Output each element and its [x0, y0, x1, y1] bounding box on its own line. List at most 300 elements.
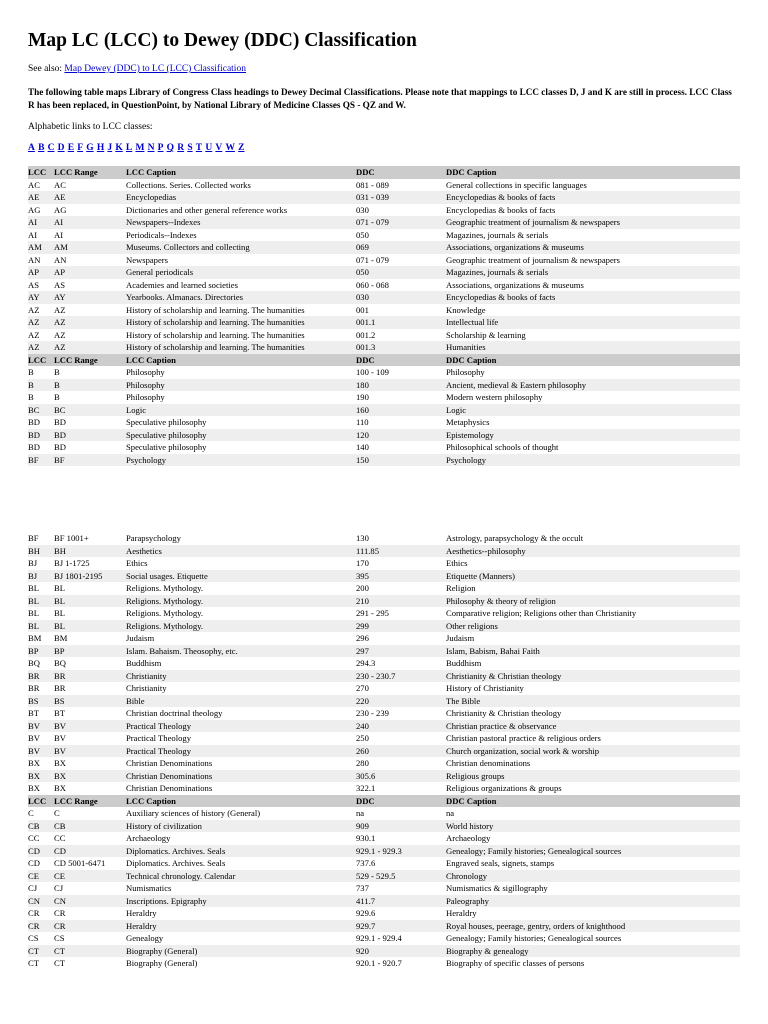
lcc-caption-cell: Christian doctrinal theology [126, 708, 223, 718]
table-row [28, 782, 740, 795]
lcc-range-cell: BL [54, 608, 65, 618]
lcc-cell: C [28, 808, 34, 818]
lcc-caption-cell: Genealogy [126, 933, 164, 943]
lcc-caption-cell: Yearbooks. Almanacs. Directories [126, 291, 356, 304]
alpha-link-b[interactable]: B [38, 143, 45, 153]
lcc-range-cell: BD [54, 442, 66, 452]
ddc-caption-cell: Astrology, parapsychology & the occult [446, 533, 584, 543]
lcc-cell: BF [28, 533, 39, 543]
lcc-cell: BV [28, 733, 40, 743]
lcc-caption-cell: Logic [126, 404, 356, 417]
lcc-range-cell: BV [54, 745, 126, 758]
ddc-cell: 030 [356, 291, 446, 304]
alpha-link-g[interactable]: G [86, 143, 94, 153]
lcc-cell: AG [28, 204, 41, 215]
ddc-cell: 060 - 068 [356, 279, 389, 290]
lcc-cell: B [28, 392, 34, 402]
ddc-caption-cell: Magazines, journals & serials [446, 229, 549, 240]
lcc-cell: CE [28, 870, 54, 883]
ddc-caption-cell: Philosophy & theory of religion [446, 595, 740, 608]
ddc-caption-cell: Engraved seals, signets, stamps [446, 858, 555, 868]
lcc-caption-cell: History of scholarship and learning. The humanities [126, 341, 356, 354]
table-row [28, 707, 740, 720]
ddc-cell: 395 [356, 570, 446, 583]
ddc-caption-cell: Humanities [446, 341, 740, 354]
alpha-link-w[interactable]: W [225, 143, 235, 153]
ddc-caption-cell: Associations, organizations & museums [446, 241, 740, 254]
lcc-caption-cell: Inscriptions. Epigraphy [126, 895, 356, 908]
ddc-cell: 050 [356, 266, 446, 279]
alpha-link-h[interactable]: H [96, 143, 105, 153]
header-lcc-caption: LCC Caption [126, 795, 356, 808]
table-row [28, 595, 740, 608]
lcc-caption-cell: Auxiliary sciences of history (General) [126, 808, 261, 818]
header-ddc: DDC [356, 795, 446, 808]
see-also-label: See also: [28, 64, 63, 74]
ddc-cell: 001.3 [356, 341, 446, 354]
ddc-caption-cell: Christianity & Christian theology [446, 708, 562, 718]
ddc-caption-cell: Genealogy; Family histories; Genealogical sources [446, 933, 622, 943]
lcc-range-cell: BR [54, 683, 66, 693]
table-row [28, 254, 740, 267]
alpha-link-k[interactable]: K [115, 143, 123, 153]
table-header-row [28, 166, 740, 179]
lcc-caption-cell: Heraldry [126, 908, 157, 918]
ddc-caption-cell: na [446, 808, 455, 818]
lcc-range-cell: B [54, 367, 60, 377]
ddc-caption-cell: Chronology [446, 870, 740, 883]
ddc-caption-cell: Christian practice & observance [446, 720, 740, 733]
lcc-range-cell: B [54, 392, 60, 402]
alpha-links-label: Alphabetic links to LCC classes: [28, 122, 153, 132]
lcc-range-cell: BL [54, 595, 126, 608]
lcc-cell: AI [28, 229, 38, 240]
ddc-caption-cell: Etiquette (Manners) [446, 570, 740, 583]
alpha-link-e[interactable]: E [67, 143, 75, 153]
alpha-link-z[interactable]: Z [238, 143, 245, 153]
table-row [28, 391, 740, 404]
table-row [28, 291, 740, 304]
ddc-caption-cell: Numismatics & sigillography [446, 883, 548, 893]
ddc-caption-cell: World history [446, 820, 740, 833]
lcc-range-cell: BX [54, 758, 66, 768]
lcc-cell: BD [28, 417, 40, 427]
ddc-cell: 305.6 [356, 770, 446, 783]
lcc-cell: AZ [28, 329, 40, 340]
lcc-cell: BJ [28, 570, 54, 583]
ddc-cell: 270 [356, 683, 369, 693]
lcc-caption-cell: History of scholarship and learning. The humanities [126, 316, 356, 329]
lcc-range-cell: AZ [54, 329, 66, 340]
lcc-range-cell: CJ [54, 883, 64, 893]
alpha-link-f[interactable]: F [77, 143, 84, 153]
mapping-table-section-1 [28, 166, 740, 466]
ddc-caption-cell: Ancient, medieval & Eastern philosophy [446, 379, 740, 392]
ddc-caption-cell: Judaism [446, 633, 475, 643]
table-row [28, 241, 740, 254]
header-ddc-caption: DDC Caption [446, 795, 740, 808]
alpha-link-t[interactable]: T [195, 143, 203, 153]
lcc-cell: AI [28, 216, 54, 229]
lcc-cell: CD [28, 845, 54, 858]
lcc-range-cell: BL [54, 620, 126, 633]
lcc-cell: BL [28, 595, 54, 608]
mapping-table-section-2 [28, 532, 740, 970]
alpha-link-a[interactable]: A [28, 143, 35, 153]
lcc-caption-cell: Diplomatics. Archives. Seals [126, 858, 226, 868]
lcc-cell: CB [28, 820, 54, 833]
ddc-caption-cell: Paleography [446, 895, 740, 908]
lcc-cell: CN [28, 895, 54, 908]
lcc-caption-cell: History of scholarship and learning. The humanities [126, 304, 305, 315]
lcc-caption-cell: Speculative philosophy [126, 442, 207, 452]
lcc-caption-cell: Philosophy [126, 379, 356, 392]
ddc-caption-cell: Geographic treatment of journalism & newspapers [446, 254, 620, 265]
lcc-caption-cell: Religions. Mythology. [126, 595, 356, 608]
ddc-cell: 031 - 039 [356, 191, 446, 204]
table-row [28, 845, 740, 858]
table-row [28, 441, 740, 454]
lcc-range-cell: BD [54, 429, 126, 442]
lcc-range-cell: CD [54, 845, 126, 858]
alpha-link-m[interactable]: M [135, 143, 145, 153]
ddc-cell: 920.1 - 920.7 [356, 958, 402, 968]
table-row [28, 820, 740, 833]
table-row [28, 454, 740, 467]
lcc-caption-cell: Academies and learned societies [126, 279, 238, 290]
lcc-cell: BL [28, 583, 39, 593]
lcc-caption-cell: Practical Theology [126, 733, 191, 743]
lcc-cell: CD [28, 858, 40, 868]
lcc-range-cell: CD 5001-6471 [54, 858, 106, 868]
table-row [28, 932, 740, 945]
lcc-caption-cell: Speculative philosophy [126, 417, 207, 427]
alpha-link-v[interactable]: V [215, 143, 223, 153]
ddc-cell: 737.6 [356, 858, 376, 868]
table-row [28, 695, 740, 708]
ddc-caption-cell: The Bible [446, 695, 740, 708]
lcc-caption-cell: Collections. Series. Collected works [126, 179, 251, 190]
lcc-cell: BL [28, 620, 54, 633]
table-row [28, 191, 740, 204]
lcc-range-cell: BS [54, 695, 126, 708]
lcc-caption-cell: History of scholarship and learning. The humanities [126, 329, 305, 340]
table-row [28, 745, 740, 758]
lcc-range-cell: BF [54, 454, 126, 467]
ddc-caption-cell: Christian denominations [446, 758, 531, 768]
ddc-cell: 929.1 - 929.3 [356, 845, 446, 858]
ddc-cell: 737 [356, 883, 369, 893]
ddc-cell: 120 [356, 429, 446, 442]
lcc-range-cell: BV [54, 733, 66, 743]
lcc-cell: BX [28, 758, 40, 768]
ddc-cell: 230 - 239 [356, 708, 389, 718]
lcc-range-cell: AZ [54, 341, 126, 354]
alpha-link-r[interactable]: R [177, 143, 185, 153]
ddc-cell: 920 [356, 945, 446, 958]
ddc-cell: 130 [356, 533, 369, 543]
lcc-range-cell: BX [54, 770, 126, 783]
lcc-cell: AZ [28, 316, 54, 329]
lcc-cell: CR [28, 920, 54, 933]
ddc-caption-cell: Metaphysics [446, 417, 490, 427]
lcc-range-cell: B [54, 379, 126, 392]
lcc-range-cell: BJ 1801-2195 [54, 570, 126, 583]
table-row [28, 870, 740, 883]
table-row [28, 945, 740, 958]
ddc-cell: 071 - 079 [356, 254, 389, 265]
ddc-cell: 140 [356, 442, 369, 452]
lcc-caption-cell: Psychology [126, 454, 356, 467]
ddc-caption-cell: Buddhism [446, 658, 482, 668]
header-lcc-range: LCC Range [54, 795, 126, 808]
ddc-cell: 929.6 [356, 908, 376, 918]
ddc-cell: 529 - 529.5 [356, 870, 446, 883]
lcc-cell: BM [28, 633, 42, 643]
ddc-caption-cell: Royal houses, peerage, gentry, orders of knighthood [446, 920, 740, 933]
ddc-caption-cell: Christianity & Christian theology [446, 670, 740, 683]
lcc-range-cell: BQ [54, 658, 66, 668]
lcc-caption-cell: Philosophy [126, 392, 165, 402]
ddc-caption-cell: Philosophy [446, 367, 485, 377]
table-row [28, 957, 740, 970]
table-row [28, 682, 740, 695]
table-row [28, 279, 740, 292]
ddc-cell: 220 [356, 695, 446, 708]
lcc-caption-cell: Practical Theology [126, 720, 356, 733]
table-row [28, 882, 740, 895]
lcc-cell: B [28, 367, 34, 377]
lcc-range-cell: AI [54, 216, 126, 229]
lcc-caption-cell: Buddhism [126, 658, 162, 668]
header-ddc: DDC [356, 354, 446, 367]
ddc-caption-cell: Christian pastoral practice & religious orders [446, 733, 601, 743]
header-lcc-caption: LCC Caption [126, 354, 356, 367]
lcc-range-cell: AZ [54, 316, 126, 329]
lcc-range-cell: CT [54, 958, 65, 968]
table-row [28, 920, 740, 933]
ddc-caption-cell: Church organization, social work & worship [446, 745, 740, 758]
table-row [28, 895, 740, 908]
lcc-cell: AC [28, 179, 40, 190]
table-row [28, 532, 740, 545]
lcc-range-cell: AC [54, 179, 66, 190]
ddc-caption-cell: Logic [446, 404, 740, 417]
lcc-caption-cell: Ethics [126, 558, 148, 568]
lcc-caption-cell: Numismatics [126, 883, 172, 893]
lcc-caption-cell: Archaeology [126, 833, 171, 843]
lcc-cell: BQ [28, 658, 40, 668]
lcc-caption-cell: Christianity [126, 683, 167, 693]
table-row [28, 807, 740, 820]
table-row [28, 379, 740, 392]
ddc-caption-cell: Epistemology [446, 429, 740, 442]
lcc-caption-cell: Museums. Collectors and collecting [126, 241, 356, 254]
lcc-range-cell: CN [54, 895, 126, 908]
lcc-range-cell: AE [54, 191, 126, 204]
lcc-caption-cell: Social usages. Etiquette [126, 570, 356, 583]
alpha-link-c[interactable]: C [47, 143, 55, 153]
ddc-cell: 210 [356, 595, 446, 608]
lcc-cell: CC [28, 833, 40, 843]
alpha-link-l[interactable]: L [125, 143, 133, 153]
ddc-cell: 200 [356, 583, 369, 593]
alpha-link-n[interactable]: N [147, 143, 155, 153]
table-row [28, 204, 740, 217]
table-row [28, 607, 740, 620]
lcc-range-cell: BV [54, 720, 126, 733]
lcc-cell: BR [28, 670, 54, 683]
ddc-caption-cell: Religion [446, 583, 476, 593]
header-lcc: LCC [28, 354, 54, 367]
lcc-cell: BV [28, 745, 54, 758]
ddc-cell: 260 [356, 745, 446, 758]
lcc-caption-cell: Christianity [126, 670, 356, 683]
lcc-range-cell: BM [54, 633, 68, 643]
ddc-caption-cell: Intellectual life [446, 316, 740, 329]
lcc-caption-cell: General periodicals [126, 266, 356, 279]
lcc-caption-cell: Newspapers--Indexes [126, 216, 356, 229]
lcc-cell: AS [28, 279, 39, 290]
lcc-range-cell: AS [54, 279, 65, 290]
ddc-caption-cell: Encyclopedias & books of facts [446, 291, 740, 304]
lcc-cell: BS [28, 695, 54, 708]
lcc-cell: AN [28, 254, 41, 265]
table-row [28, 229, 740, 242]
lcc-cell: BX [28, 783, 40, 793]
lcc-range-cell: BT [54, 708, 65, 718]
ddc-cell: 180 [356, 379, 446, 392]
lcc-cell: AY [28, 291, 54, 304]
alpha-link-j[interactable]: J [107, 143, 113, 153]
ddc-cell: 411.7 [356, 895, 446, 908]
ddc-cell: 081 - 089 [356, 179, 389, 190]
table-row [28, 720, 740, 733]
lcc-cell: AZ [28, 341, 54, 354]
ddc-cell: 322.1 [356, 783, 376, 793]
lcc-range-cell: BD [54, 417, 66, 427]
table-row [28, 570, 740, 583]
header-lcc-caption: LCC Caption [126, 166, 356, 179]
alpha-link-d[interactable]: D [57, 143, 65, 153]
table-row [28, 179, 740, 192]
ddc-cell: 250 [356, 733, 369, 743]
table-row [28, 304, 740, 317]
alpha-link-p[interactable]: P [157, 143, 164, 153]
ddc-cell: 930.1 [356, 833, 376, 843]
alpha-link-q[interactable]: Q [166, 143, 175, 153]
ddc-cell: 001 [356, 304, 369, 315]
ddc-caption-cell: Modern western philosophy [446, 392, 543, 402]
ddc-caption-cell: History of Christianity [446, 683, 524, 693]
lcc-range-cell: AG [54, 204, 67, 215]
lcc-caption-cell: Speculative philosophy [126, 429, 356, 442]
lcc-range-cell: CE [54, 870, 126, 883]
lcc-cell: BF [28, 454, 54, 467]
lcc-range-cell: CT [54, 945, 126, 958]
ddc-caption-cell: Ethics [446, 558, 468, 568]
lcc-caption-cell: Heraldry [126, 920, 356, 933]
lcc-range-cell: CR [54, 920, 126, 933]
table-row [28, 632, 740, 645]
lcc-range-cell: CC [54, 833, 66, 843]
header-ddc: DDC [356, 166, 446, 179]
table-row [28, 316, 740, 329]
lcc-caption-cell: Biography (General) [126, 958, 198, 968]
lcc-cell: AE [28, 191, 54, 204]
lcc-range-cell: BL [54, 583, 65, 593]
ddc-cell: 001.1 [356, 316, 446, 329]
table-row [28, 341, 740, 354]
ddc-cell: 299 [356, 620, 446, 633]
lcc-caption-cell: Dictionaries and other general reference works [126, 204, 288, 215]
lcc-cell: CJ [28, 883, 38, 893]
lcc-cell: BD [28, 429, 54, 442]
lcc-caption-cell: Periodicals--Indexes [126, 229, 197, 240]
ddc-caption-cell: Magazines, journals & serials [446, 266, 740, 279]
table-row [28, 266, 740, 279]
ddc-cell: 190 [356, 392, 369, 402]
table-row [28, 416, 740, 429]
ddc-caption-cell: Heraldry [446, 908, 477, 918]
ddc-caption-cell: Religious organizations & groups [446, 783, 562, 793]
table-header-row [28, 795, 740, 808]
lcc-range-cell: CR [54, 908, 66, 918]
lcc-cell: CT [28, 945, 54, 958]
ddc-cell: 050 [356, 229, 369, 240]
table-row [28, 857, 740, 870]
ddc-caption-cell: Associations, organizations & museums [446, 279, 584, 290]
see-also-link[interactable]: Map Dewey (DDC) to LC (LCC) Classification [64, 64, 246, 74]
ddc-caption-cell: Encyclopedias & books of facts [446, 204, 556, 215]
lcc-range-cell: BH [54, 545, 126, 558]
lcc-caption-cell: Bible [126, 695, 356, 708]
table-row [28, 657, 740, 670]
ddc-cell: 069 [356, 241, 446, 254]
ddc-cell: 291 - 295 [356, 608, 389, 618]
lcc-caption-cell: Philosophy [126, 367, 165, 377]
ddc-caption-cell: Religious groups [446, 770, 740, 783]
lcc-range-cell: AN [54, 254, 67, 265]
ddc-caption-cell: Genealogy; Family histories; Genealogical sources [446, 845, 740, 858]
ddc-caption-cell: Islam, Babism, Bahai Faith [446, 645, 740, 658]
table-row [28, 545, 740, 558]
ddc-caption-cell: Biography & genealogy [446, 945, 740, 958]
table-row [28, 732, 740, 745]
alpha-link-u[interactable]: U [205, 143, 213, 153]
lcc-cell: BJ [28, 558, 38, 568]
ddc-caption-cell: Aesthetics--philosophy [446, 545, 740, 558]
lcc-cell: BX [28, 770, 54, 783]
lcc-cell: CR [28, 908, 40, 918]
ddc-cell: 297 [356, 645, 446, 658]
ddc-caption-cell: Other religions [446, 620, 740, 633]
ddc-cell: na [356, 808, 365, 818]
table-row [28, 582, 740, 595]
ddc-cell: 100 - 109 [356, 367, 389, 377]
alpha-link-s[interactable]: S [187, 143, 193, 153]
lcc-caption-cell: Christian Denominations [126, 783, 213, 793]
table-row [28, 907, 740, 920]
lcc-caption-cell: Religions. Mythology. [126, 583, 204, 593]
ddc-cell: 110 [356, 417, 369, 427]
table-header-row [28, 354, 740, 367]
ddc-cell: 929.7 [356, 920, 446, 933]
lcc-range-cell: AZ [54, 304, 66, 315]
lcc-range-cell: BJ 1-1725 [54, 558, 90, 568]
page-title: Map LC (LCC) to Dewey (DDC) Classification [28, 30, 417, 51]
lcc-caption-cell: History of civilization [126, 820, 356, 833]
